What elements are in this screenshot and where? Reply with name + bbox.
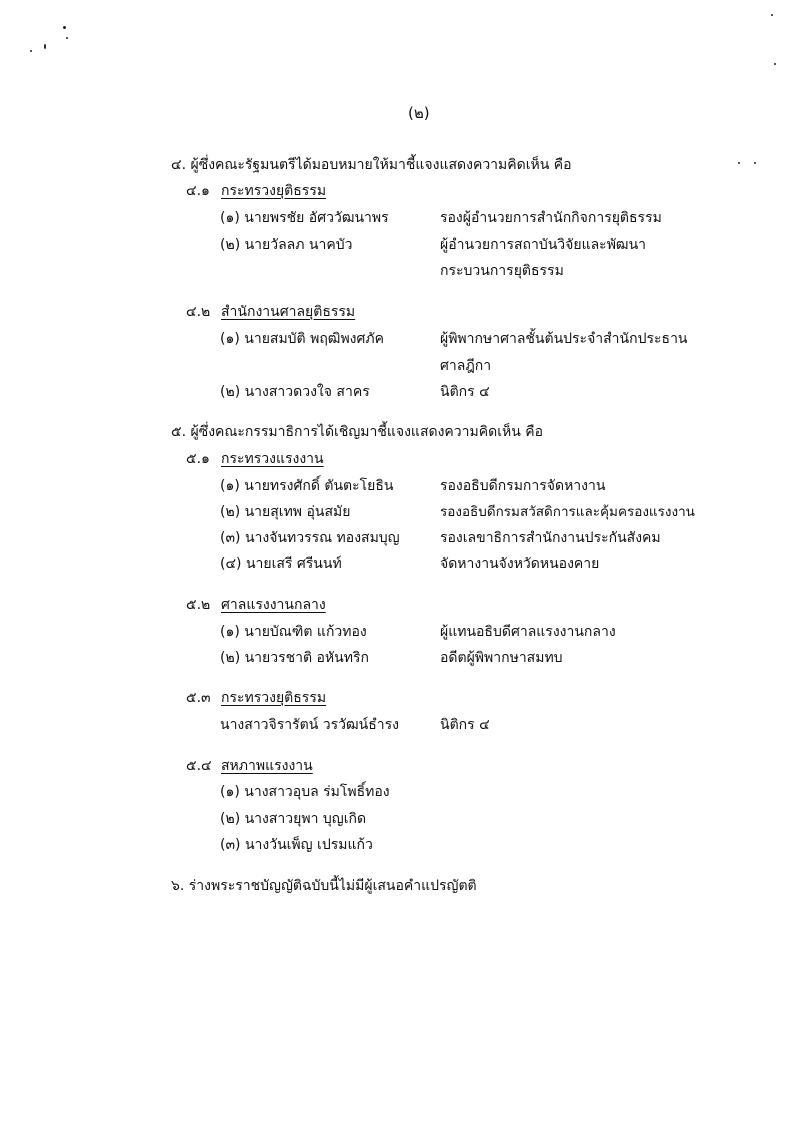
person-name: (๔) นายเสรี ศรีนนท์: [220, 556, 342, 572]
scan-speck: [44, 44, 46, 49]
person-name: (๒) นางสาวดวงใจ สาคร: [220, 384, 370, 400]
scan-speck: [754, 162, 756, 164]
person-position-continued: กระบวนการยุติธรรม: [440, 263, 564, 279]
page-number: (๒): [408, 104, 430, 122]
person-name: (๓) นางวันเพ็ญ เปรมแก้ว: [220, 837, 373, 853]
subsection-number: ๔.๑: [186, 183, 210, 199]
person-position-continued: ศาลฎีกา: [440, 358, 492, 374]
person-name: (๒) นายสุเทพ อุ่นสมัย: [220, 504, 351, 520]
scan-speck: [771, 14, 773, 16]
subsection-number: ๕.๒: [186, 597, 211, 613]
person-name: (๑) นางสาวอุบล ร่มโพธิ์ทอง: [220, 784, 390, 800]
person-position: ผู้แทนอธิบดีศาลแรงงานกลาง: [440, 624, 616, 640]
subsection-number: ๕.๑: [186, 451, 210, 467]
subsection-number: ๔.๒: [186, 304, 211, 320]
subsection-org: กระทรวงยุติธรรม: [221, 183, 327, 199]
scan-speck: [774, 63, 776, 65]
subsection-org: ศาลแรงงานกลาง: [221, 597, 326, 613]
person-position: นิติกร ๔: [440, 717, 490, 733]
person-name: นางสาวจิรารัตน์ วรวัฒน์ธำรง: [220, 717, 399, 733]
person-name: (๑) นายบัณฑิต แก้วทอง: [220, 624, 367, 640]
person-position: อดีตผู้พิพากษาสมทบ: [440, 650, 563, 666]
person-position: ผู้พิพากษาศาลชั้นต้นประจำสำนักประธาน: [440, 331, 688, 347]
person-position: ผู้อำนวยการสถาบันวิจัยและพัฒนา: [440, 237, 647, 253]
section-5-heading: ๕. ผู้ซึ่งคณะกรรมาธิการได้เชิญมาชี้แจงแสดงความคิดเห็น คือ: [171, 424, 543, 440]
person-position: รองอธิบดีกรมสวัสดิการและคุ้มครองแรงงาน: [440, 504, 695, 520]
subsection-number: ๕.๓: [186, 690, 211, 706]
section-6-text: ๖. ร่างพระราชบัญญัติฉบับนี้ไม่มีผู้เสนอคำแปรญัตติ: [171, 878, 477, 894]
person-position: รองผู้อำนวยการสำนักกิจการยุติธรรม: [440, 210, 662, 226]
person-name: (๒) นางสาวยุพา บุญเกิด: [220, 811, 367, 827]
person-position: นิติกร ๔: [440, 384, 490, 400]
subsection-org: สหภาพแรงงาน: [221, 758, 313, 774]
person-name: (๒) นายวรชาติ อหันทริก: [220, 650, 369, 666]
person-name: (๒) นายวัลลภ นาคบัว: [220, 237, 353, 253]
subsection-org: กระทรวงยุติธรรม: [221, 690, 327, 706]
person-name: (๑) นายทรงศักดิ์ ตันตะโยธิน: [220, 478, 394, 494]
person-position: รองอธิบดีกรมการจัดหางาน: [440, 478, 606, 494]
scan-speck: [30, 50, 32, 52]
scan-speck: [63, 26, 66, 29]
person-name: (๑) นายสมบัติ พฤฒิพงศภัค: [220, 331, 384, 347]
scan-speck: [66, 37, 68, 39]
scan-speck: [738, 162, 740, 164]
person-name: (๓) นางจันทวรรณ ทองสมบุญ: [220, 530, 400, 546]
subsection-number: ๕.๔: [186, 758, 212, 774]
person-position: รองเลขาธิการสำนักงานประกันสังคม: [440, 530, 661, 546]
person-name: (๑) นายพรชัย อัศววัฒนาพร: [220, 210, 389, 226]
person-position: จัดหางานจังหวัดหนองคาย: [440, 556, 600, 572]
subsection-org: สำนักงานศาลยุติธรรม: [221, 304, 356, 320]
subsection-org: กระทรวงแรงงาน: [221, 451, 324, 467]
section-4-heading: ๔. ผู้ซึ่งคณะรัฐมนตรีได้มอบหมายให้มาชี้แจงแสดงความคิดเห็น คือ: [171, 157, 572, 173]
